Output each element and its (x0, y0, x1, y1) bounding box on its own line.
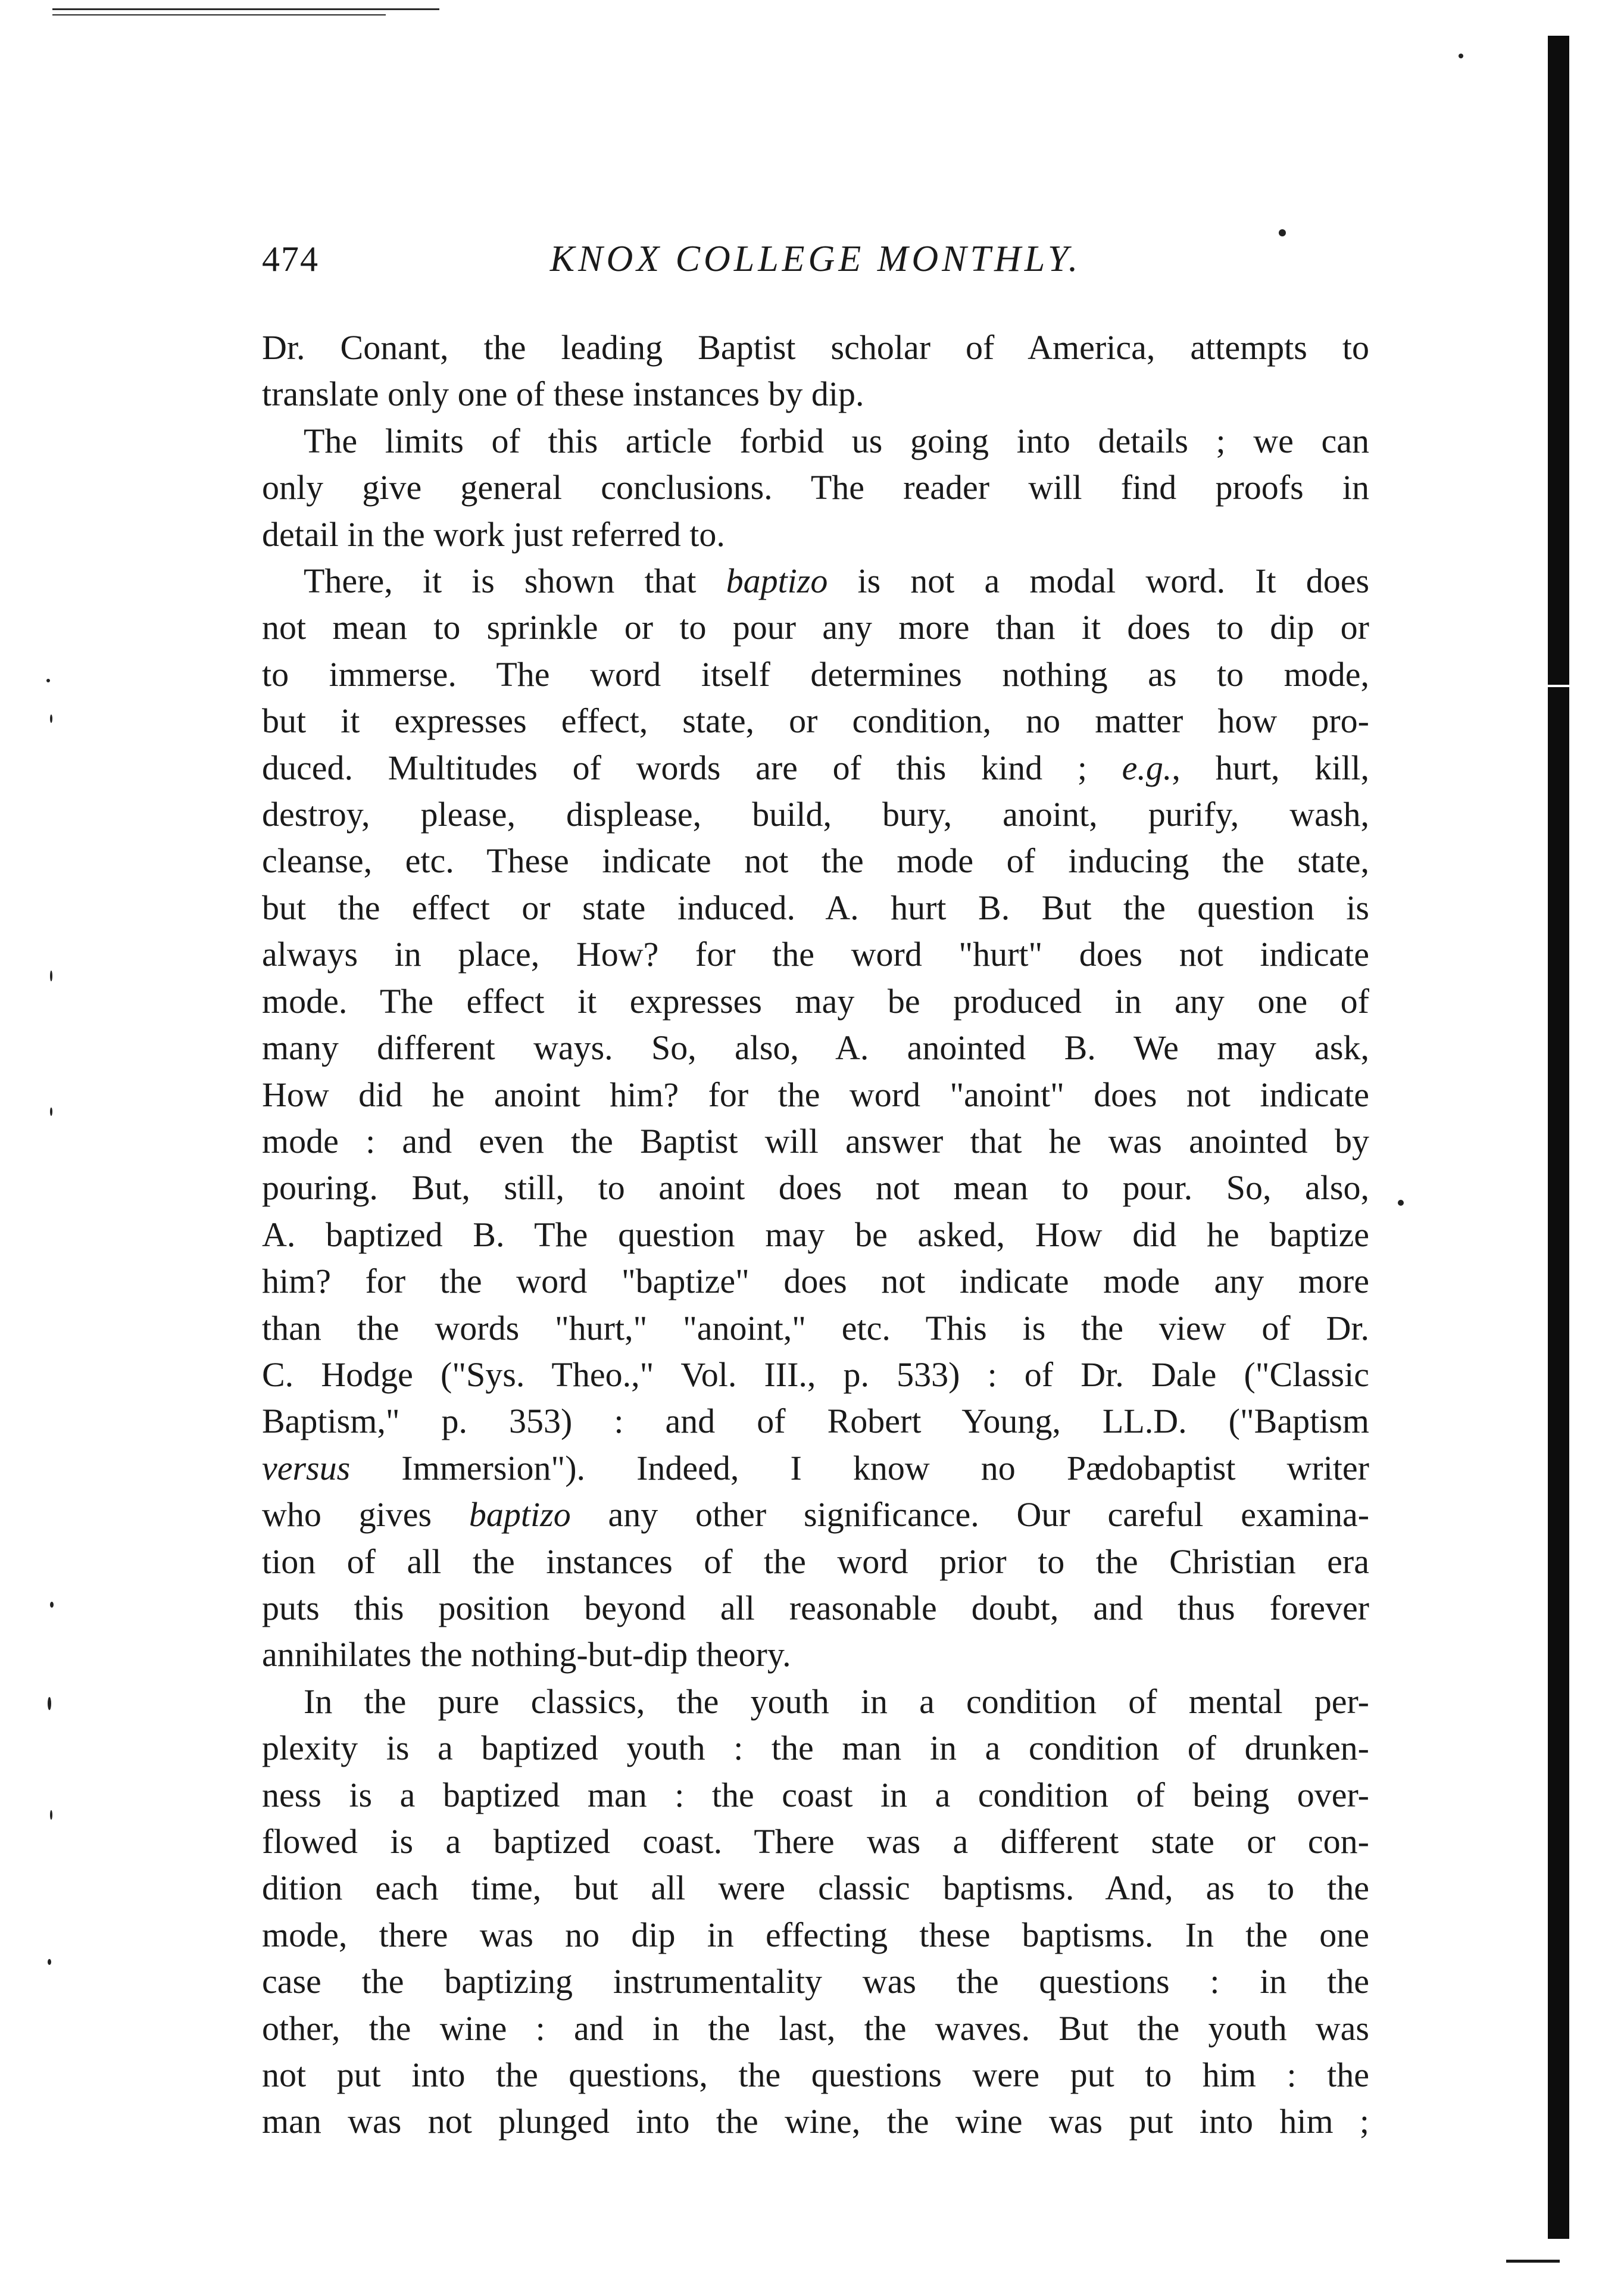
speck-mark (50, 1810, 52, 1820)
text-line (262, 1492, 1369, 1538)
text-line: flowed is a baptized coast. There was a different state or con- (262, 1822, 1369, 1861)
text-line: The limits of this article forbid us going into details ; we can (304, 421, 1369, 460)
text-line (262, 745, 1369, 791)
text-line: man was not plunged into the wine, the wine was put into him ; (262, 2102, 1369, 2141)
text-line: annihilates the nothing-but-dip theory. (262, 1635, 791, 1674)
text-line: many different ways. So, also, A. anointed B. We may ask, (262, 1028, 1369, 1068)
italic-term: versus (262, 1448, 351, 1487)
text-line: destroy, please, displease, build, bury, anoint, purify, wash, (262, 795, 1369, 834)
italic-term: baptizo (726, 561, 828, 601)
speck-mark (48, 1697, 51, 1710)
text-segment: is not a modal word. It does (857, 561, 1370, 601)
text-line: C. Hodge ("Sys. Theo.," Vol. III., p. 533) : of Dr. Dale ("Classic (262, 1355, 1369, 1394)
speck-mark (50, 715, 52, 723)
text-line: than the words "hurt," "anoint," etc. This is the view of Dr. (262, 1308, 1369, 1347)
text-line: translate only one of these instances by dip. (262, 375, 864, 414)
page-edge-bar (1548, 36, 1569, 2239)
top-rule (52, 8, 439, 10)
speck-mark (50, 1602, 54, 1608)
text-line: him? for the word "baptize" does not indicate mode any more (262, 1262, 1369, 1301)
text-line: A. baptized B. The question may be asked, How did he baptize (262, 1215, 1369, 1254)
text-line: not put into the questions, the questions were put to him : the (262, 2055, 1369, 2095)
speck-mark (50, 971, 52, 981)
text-line: case the baptizing instrumentality was the questions : in the (262, 1962, 1369, 2001)
text-line: mode, there was no dip in effecting these baptisms. In the one (262, 1915, 1369, 1954)
journal-title: KNOX COLLEGE MONTHLY. (549, 239, 1082, 279)
speck-mark (1459, 54, 1463, 58)
text-line: puts this position beyond all reasonable doubt, and thus forever (262, 1588, 1369, 1627)
text-line: pouring. But, still, to anoint does not mean to pour. So, also, (262, 1168, 1369, 1208)
text-line: cleanse, etc. These indicate not the mode of inducing the state, (262, 841, 1369, 881)
text-segment: , hurt, kill, (1172, 748, 1370, 787)
text-line: Dr. Conant, the leading Baptist scholar of America, attempts to (262, 328, 1369, 367)
text-segment: any other significance. Our careful examina- (608, 1495, 1370, 1534)
text-line: always in place, How? for the word "hurt" does not indicate (262, 935, 1369, 974)
text-line: but it expresses effect, state, or condition, no matter how pro- (262, 701, 1369, 741)
page-number: 474 (262, 239, 319, 279)
text-line (262, 558, 1369, 604)
text-line: How did he anoint him? for the word "anoint" does not indicate (262, 1075, 1369, 1114)
text-segment: who gives (262, 1495, 432, 1534)
text-line: to immerse. The word itself determines nothing as to mode, (262, 654, 1369, 694)
italic-term: e.g. (1122, 748, 1172, 787)
text-line: ness is a baptized man : the coast in a condition of being over- (262, 1775, 1369, 1814)
text-line: other, the wine : and in the last, the waves. But the youth was (262, 2008, 1369, 2048)
text-line: In the pure classics, the youth in a condition of mental per- (304, 1682, 1369, 1721)
text-line: tion of all the instances of the word prior to the Christian era (262, 1542, 1369, 1581)
text-line: mode. The effect it expresses may be produced in any one of (262, 981, 1369, 1021)
italic-term: baptizo (469, 1495, 571, 1534)
page-edge-notch (1542, 685, 1575, 687)
text-line: detail in the work just referred to. (262, 514, 725, 554)
text-line: not mean to sprinkle or to pour any more than it does to dip or (262, 608, 1369, 647)
article-body (262, 325, 1369, 2145)
text-line (262, 1445, 1369, 1492)
bottom-corner-mark (1506, 2260, 1560, 2263)
text-line: but the effect or state induced. A. hurt B. But the question is (262, 888, 1369, 927)
top-rule-secondary (52, 14, 386, 15)
speck-mark (48, 1959, 51, 1965)
text-segment: Immersion"). Indeed, I know no Pædobaptist writer (401, 1448, 1369, 1487)
text-line: Baptism," p. 353) : and of Robert Young, LL.D. ("Baptism (262, 1402, 1369, 1441)
text-line: only give general conclusions. The reader will find proofs in (262, 468, 1369, 507)
text-line: mode : and even the Baptist will answer that he was anointed by (262, 1121, 1369, 1161)
speck-mark (1398, 1200, 1404, 1206)
running-head (262, 235, 1369, 283)
text-segment: There, it is shown that (304, 561, 697, 601)
text-line: dition each time, but all were classic baptisms. And, as to the (262, 1868, 1369, 1908)
text-segment: duced. Multitudes of words are of this kind ; (262, 748, 1087, 787)
speck-mark (50, 1108, 52, 1116)
text-line: plexity is a baptized youth : the man in a condition of drunken- (262, 1729, 1369, 1768)
speck-mark (46, 679, 50, 682)
